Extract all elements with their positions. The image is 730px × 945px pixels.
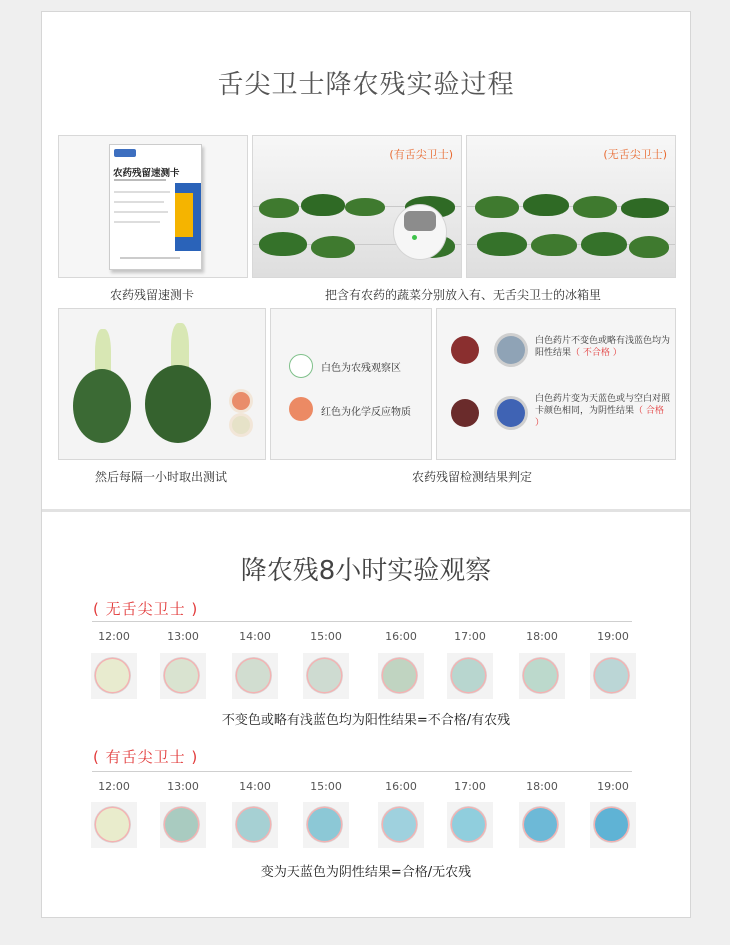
test-spot [383,808,416,841]
test-spot [165,659,198,692]
time-label: 14:00 [239,630,271,643]
device-image [393,204,447,260]
negative-red-swatch [451,399,479,427]
time-label: 15:00 [310,630,342,643]
white-area-sample [289,354,313,378]
time-label: 18:00 [526,630,558,643]
test-result-thumbnail [519,653,565,699]
with-device-badge: (有舌尖卫士) [389,148,453,161]
test-result-thumbnail [590,653,636,699]
red-area-sample [289,397,313,421]
test-spot [165,808,198,841]
time-label: 12:00 [98,630,130,643]
negative-rule-text: 白色药片变为天蓝色或与空白对照卡颜色相同，为阴性结果（ 合格 ） [535,394,671,428]
observation-title: 降农残8小时实验观察 [240,556,492,586]
test-spot [452,659,485,692]
time-label: 15:00 [310,780,342,793]
legend-red-text: 红色为化学反应物质 [321,407,411,418]
time-label: 13:00 [167,630,199,643]
sample-vegetables-photo [58,308,266,460]
test-spot [524,659,557,692]
test-result-thumbnail [160,653,206,699]
test-result-thumbnail [303,653,349,699]
time-label: 12:00 [98,780,130,793]
caption-fridge: 把含有农药的蔬菜分别放入有、无舌尖卫士的冰箱里 [324,288,601,302]
test-result-thumbnail [378,802,424,848]
test-result-thumbnail [232,653,278,699]
test-spot [595,659,628,692]
caption-sample: 然后每隔一小时取出测试 [94,470,227,484]
fridge-with-device-photo [252,135,462,278]
time-label: 13:00 [167,780,199,793]
process-title: 舌尖卫士降农残实验过程 [217,70,515,100]
caption-card: 农药残留速测卡 [109,288,194,302]
group-line-with [92,771,632,772]
test-card-box-image [109,144,202,270]
test-spot [96,808,129,841]
test-result-thumbnail [590,802,636,848]
test-result-thumbnail [160,802,206,848]
test-result-thumbnail [378,653,424,699]
test-spot [308,808,341,841]
time-label: 16:00 [385,630,417,643]
test-result-thumbnail [447,653,493,699]
test-spot [383,659,416,692]
group-line-without [92,621,632,622]
legend-panel [270,308,432,460]
time-label: 17:00 [454,780,486,793]
test-result-thumbnail [232,802,278,848]
test-result-thumbnail [447,802,493,848]
test-spot [308,659,341,692]
section-divider [42,509,690,512]
group-title-without: ( 无舌尖卫士 ) [93,600,199,618]
without-device-badge: (无舌尖卫士) [603,148,667,161]
test-result-thumbnail [303,802,349,848]
result-with: 变为天蓝色为阴性结果=合格/无农残 [260,865,472,880]
negative-test-swatch [497,399,525,427]
test-spot [237,808,270,841]
result-without: 不变色或略有浅蓝色均为阳性结果=不合格/有农残 [221,713,511,728]
group-title-with: ( 有舌尖卫士 ) [93,748,199,766]
judgement-panel [436,308,676,460]
test-spot [524,808,557,841]
time-label: 18:00 [526,780,558,793]
test-result-thumbnail [519,802,565,848]
test-spot [595,808,628,841]
test-card-photo [58,135,248,278]
test-result-thumbnail [91,802,137,848]
test-spot [452,808,485,841]
time-label: 17:00 [454,630,486,643]
positive-red-swatch [451,336,479,364]
time-label: 16:00 [385,780,417,793]
caption-result: 农药残留检测结果判定 [411,470,532,484]
time-label: 14:00 [239,780,271,793]
time-label: 19:00 [597,630,629,643]
legend-white-text: 白色为农残观察区 [321,363,401,374]
box-title: 农药残留速测卡 [113,168,180,179]
positive-test-swatch [497,336,525,364]
fridge-without-device-photo [466,135,676,278]
positive-rule-text: 白色药片不变色或略有浅蓝色均为阳性结果（ 不合格 ） [535,336,671,358]
content-card [41,11,691,918]
time-label: 19:00 [597,780,629,793]
test-result-thumbnail [91,653,137,699]
test-spot [96,659,129,692]
test-spot [237,659,270,692]
